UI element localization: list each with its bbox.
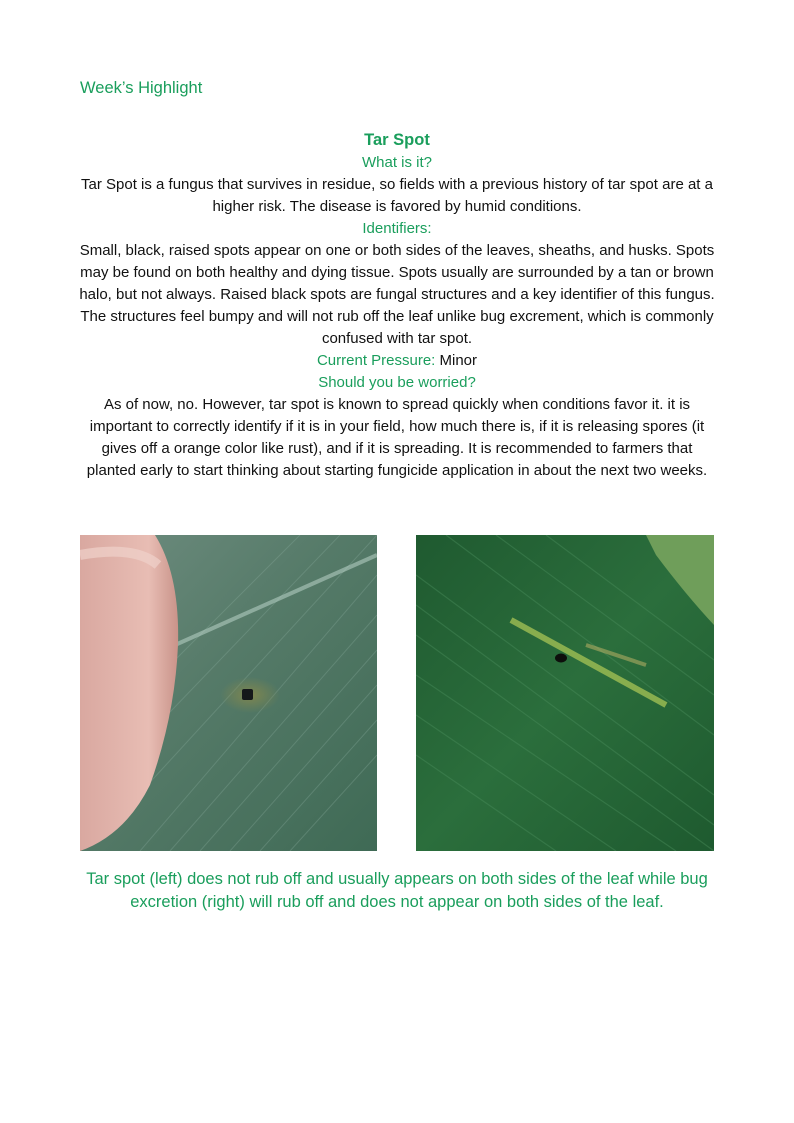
what-is-it-body: Tar Spot is a fungus that survives in residue, so fields with a previous history of tar spot are at a higher risk. The disease is favored by humid conditions. (81, 176, 713, 215)
worried-heading: Should you be worried? (318, 374, 476, 391)
identifiers-body: Small, black, raised spots appear on one or both sides of the leaves, sheaths, and husks. Spots may be found on both healthy and dying tissue. Spots usually are surrounded by a tan or brown halo, but not always. Raised black spots are fungal structures and a key identifier of this fungus. The structures feel bumpy and will not rub off the leaf unlike bug excrement, which is commonly confused with tar spot. (79, 242, 715, 347)
what-is-it-heading: What is it? (361, 154, 433, 171)
tar-spot-photo (80, 535, 377, 851)
article-tar-spot (78, 128, 716, 482)
current-pressure-label: Current Pressure: (316, 352, 436, 369)
current-pressure-value: Minor (439, 352, 478, 369)
photo-caption: Tar spot (left) does not rub off and usually appears on both sides of the leaf while bug excretion (right) will rub off and does not appear on both sides of the leaf. (86, 870, 708, 911)
bug-excretion-photo (416, 535, 714, 851)
section-label: Week’s Highlight (80, 79, 203, 97)
current-pressure-line (78, 350, 716, 372)
worried-body: As of now, no. However, tar spot is known to spread quickly when conditions favor it. it is important to correctly identify if it is in your field, how much there is, if it is releasing spores (it gives off a orange color like rust), and if it is spreading. It is recommended to farmers that planted early to start thinking about starting fungicide application in about the next two weeks. (86, 396, 708, 479)
identifiers-heading: Identifiers: (362, 220, 432, 237)
article-title: Tar Spot (364, 131, 430, 149)
